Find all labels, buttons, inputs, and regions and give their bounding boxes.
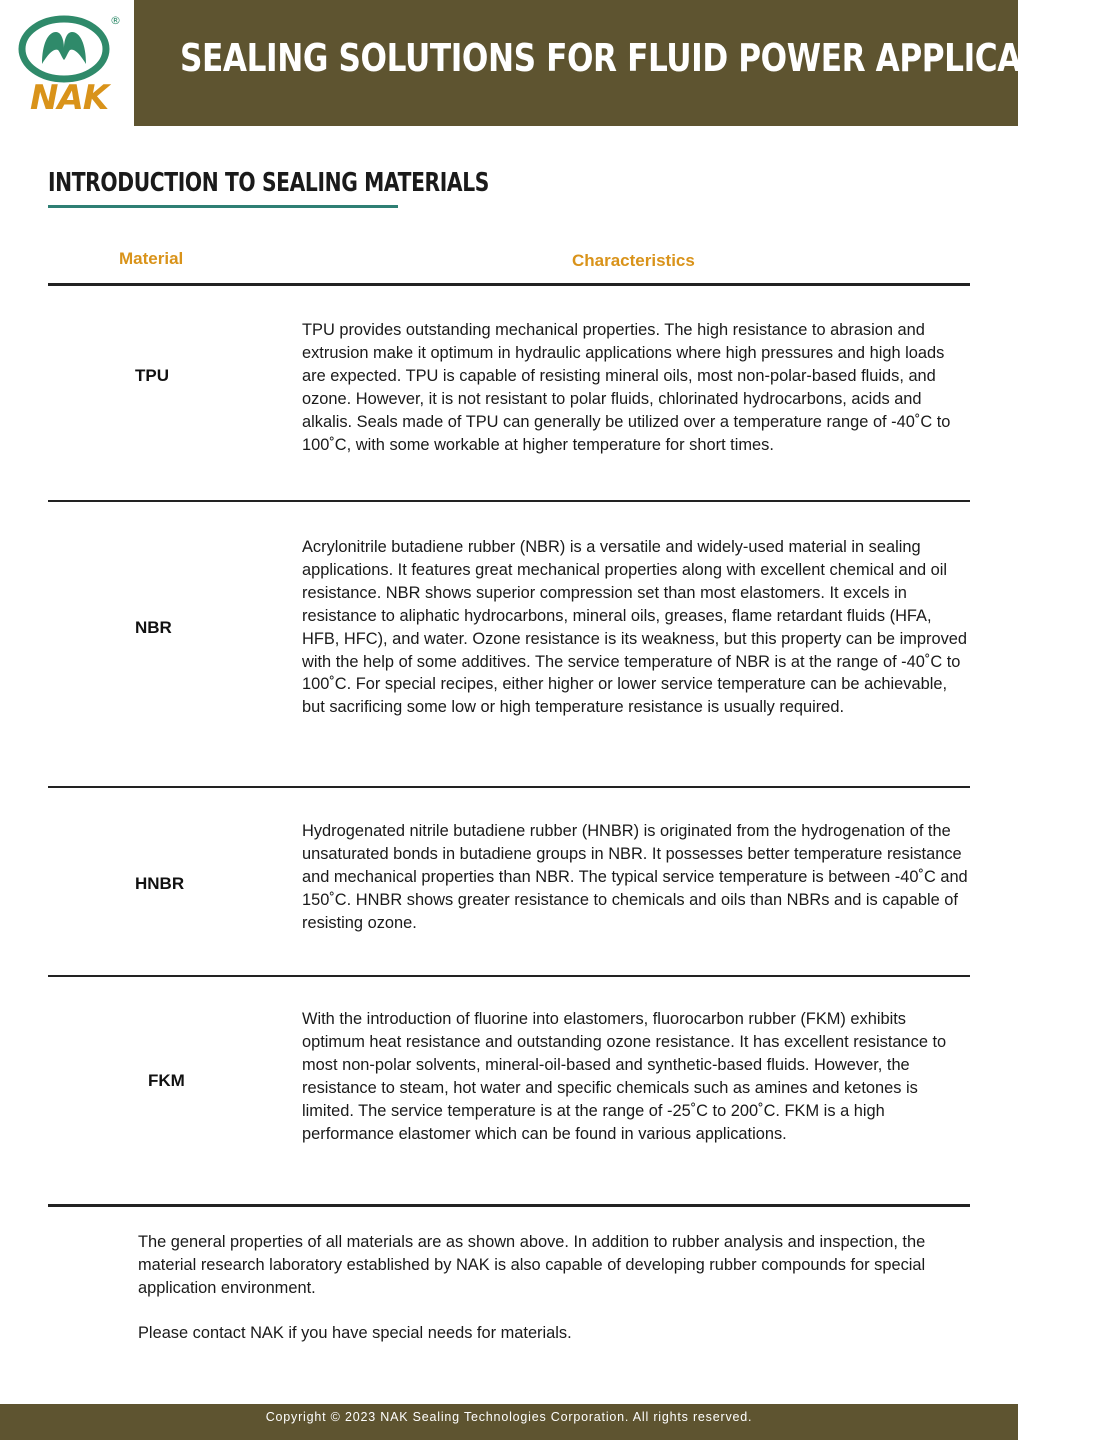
section-title: INTRODUCTION TO SEALING MATERIALS <box>48 168 489 198</box>
copyright-text: Copyright © 2023 NAK Sealing Technologies Corporation. All rights reserved. <box>265 1410 753 1424</box>
general-properties-note: The general properties of all materials are as shown above. In addition to rubber analysis and inspection, the material research laboratory established by NAK is also capable of developing rubber compounds for special application environment. <box>138 1233 926 1297</box>
row-divider <box>48 786 970 788</box>
logo-wordmark: NAK <box>30 78 109 118</box>
row-divider <box>48 500 970 502</box>
table-header-rule <box>48 283 970 286</box>
material-name-nbr: NBR <box>135 618 172 637</box>
svg-text:®: ® <box>110 14 121 27</box>
page-title: SEALING SOLUTIONS FOR FLUID POWER APPLICATION <box>180 36 1102 80</box>
column-header-characteristics: Characteristics <box>572 251 695 270</box>
material-name-tpu: TPU <box>135 366 169 385</box>
material-name-fkm: FKM <box>148 1071 185 1090</box>
material-desc-tpu: TPU provides outstanding mechanical properties. The high resistance to abrasion and extrusion make it optimum in hydraulic applications where high pressures and high loads are expected. TPU is capable of resisting mineral oils, most non-polar-based fluids, and ozone. However, it is not resistant to polar fluids, chlorinated hydrocarbons, acids and alkalis. Seals made of TPU can generally be utilized over a temperature range of -40˚C to 100˚C, with some workable at higher temperature for short times. <box>302 321 951 454</box>
material-desc-hnbr: Hydrogenated nitrile butadiene rubber (HNBR) is originated from the hydrogenation of the unsaturated bonds in butadiene groups in NBR. It possesses better temperature resistance and mechanical properties than NBR. The typical service temperature is between -40˚C and 150˚C. HNBR shows greater resistance to chemicals and oils than NBRs and is capable of resisting ozone. <box>302 822 968 932</box>
column-header-material: Material <box>119 249 184 268</box>
contact-note: Please contact NAK if you have special needs for materials. <box>138 1324 572 1342</box>
page-header <box>0 0 1102 126</box>
section-title-underline <box>48 205 398 208</box>
material-desc-fkm: With the introduction of fluorine into elastomers, fluorocarbon rubber (FKM) exhibits optimum heat resistance and outstanding ozone resistance. It has excellent resistance to most non-polar solvents, mineral-oil-based and synthetic-based fluids. However, the resistance to steam, hot water and specific chemicals such as amines and ketones is limited. The service temperature is at the range of -25˚C to 200˚C. FKM is a high performance elastomer which can be found in various applications. <box>302 1010 947 1143</box>
row-divider <box>48 975 970 977</box>
material-desc-nbr: Acrylonitrile butadiene rubber (NBR) is a versatile and widely-used material in sealing applications. It features great mechanical properties along with excellent chemical and oil resistance. NBR shows superior compression set than most elastomers. It excels in resistance to aliphatic hydrocarbons, mineral oils, greases, flame retardant fluids (HFA, HFB, HFC), and water. Ozone resistance is its weakness, but this property can be improved with the help of some additives. The service temperature of NBR is at the range of -40˚C to 100˚C. For special recipes, either higher or lower service temperature can be achievable, but sacrificing some low or high temperature resistance is usually required. <box>302 538 968 717</box>
table-bottom-rule <box>48 1204 970 1207</box>
material-name-hnbr: HNBR <box>135 874 185 893</box>
